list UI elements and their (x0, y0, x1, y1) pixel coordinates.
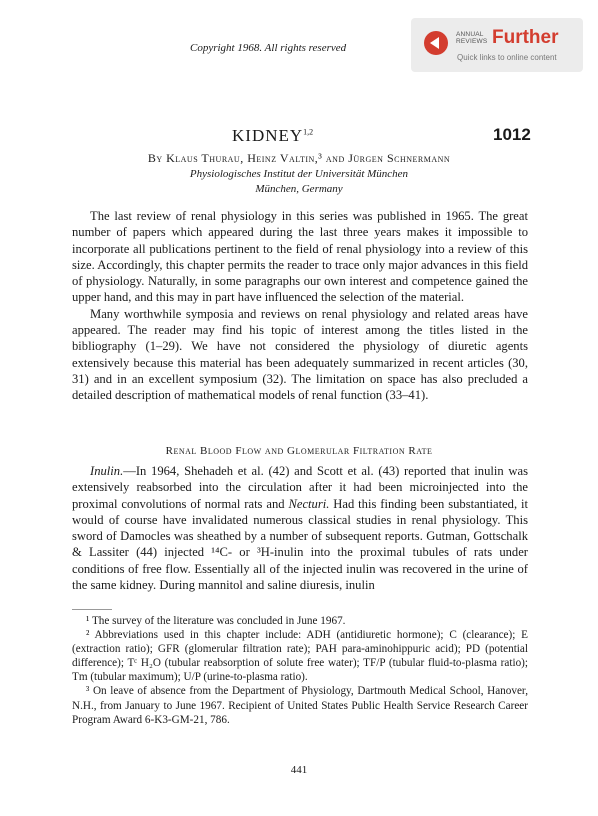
inulin-lead: Inulin. (90, 464, 124, 478)
inulin-section (72, 463, 528, 593)
intro-section (72, 208, 528, 404)
section-heading: Renal Blood Flow and Glomerular Filtration Rate (165, 445, 433, 457)
annual-reviews-further-badge[interactable] (411, 18, 583, 72)
title-footnote-marks: 1,2 (303, 127, 314, 137)
article-code: 1012 (493, 125, 531, 144)
institution-line: Physiologisches Institut der Universität München (189, 168, 409, 180)
badge-further-title: Further (492, 27, 559, 48)
footnote-2: ² Abbreviations used in this chapter include: ADH (antidiuretic hormone); C (clearance); E (extraction ratio); GFR (glomerular filtration rate); PAH para-aminohippuric acid); PD (potential difference); Tᶜ H₂O (tubular reabsorption of solute free water); TF/P (tubular fluid-to-plasma ratio); Tm (tubular maximum); U/P (urine-to-plasma ratio). (72, 629, 528, 684)
necturi-term: Necturi. (288, 496, 330, 511)
badge-reviews-label: REVIEWS (456, 38, 488, 45)
footnotes (72, 614, 528, 727)
footnote-1: ¹ The survey of the literature was concluded in June 1967. (86, 615, 346, 627)
footnote-3: ³ On leave of absence from the Department of Physiology, Dartmouth Medical School, Hanover, N.H., from January to June 1967. Recipient of United States Public Health Service Research Career Program Award 6-K3-GM-21, 786. (72, 685, 528, 726)
badge-annual-label: ANNUAL (456, 31, 484, 38)
city-line: München, Germany (255, 183, 343, 195)
back-arrow-icon (424, 31, 448, 55)
paragraph-3: Inulin.—In 1964, Shehadeh et al. (42) and Scott et al. (43) reported that inulin was extensively reabsorbed into the circulation after it had been microinjected into the proximal convolutions of normal rats and Necturi. Had this finding been substantiated, it would of course have invalidated numerous classical studies in renal physiology. This sword of Damocles was sheathed by a number of subsequent reports. Gutman, Gottschalk & Lassiter (44) injected ¹⁴C- or ³H-inulin into the proximal tubules of rats under conditions of free flow. Essentially all of the injected inulin was recovered in the urine of the same kidney. During mannitol and saline diuresis, inulin (72, 464, 528, 593)
badge-quick-links-link[interactable]: Quick links to online content (457, 53, 557, 62)
footnote-divider (72, 609, 112, 610)
author-line: By Klaus Thurau, Heinz Valtin,³ and Jürgen Schnermann (147, 151, 451, 165)
article-title: KIDNEY$^{1,2}$ (232, 126, 314, 145)
page-number: 441 (290, 764, 308, 776)
copyright-notice: Copyright 1968. All rights reserved (190, 42, 347, 54)
paragraph-1: The last review of renal physiology in this series was published in 1965. The great number of papers which appeared during the last three years makes it impossible to incorporate all publications pertinent to the field of renal physiology into a review of this size. Accordingly, this chapter permits the reader to trace only major advances in this field of physiology. Naturally, in some paragraphs our own interest and competence gained the upper hand, and this may in part have influenced the selection of the material. (72, 209, 528, 305)
paragraph-2: Many worthwhile symposia and reviews on renal physiology and related areas have appeared. The reader may find his topic of interest among the titles listed in the bibliography (1–29). We have not considered the physiology of diuretic agents extensively because this material has been adequately summarized in recent articles (30, 31) and in an excellent symposium (32). The limitation on space has also precluded a detailed description of mathematical models of renal function (33–41). (72, 306, 528, 403)
